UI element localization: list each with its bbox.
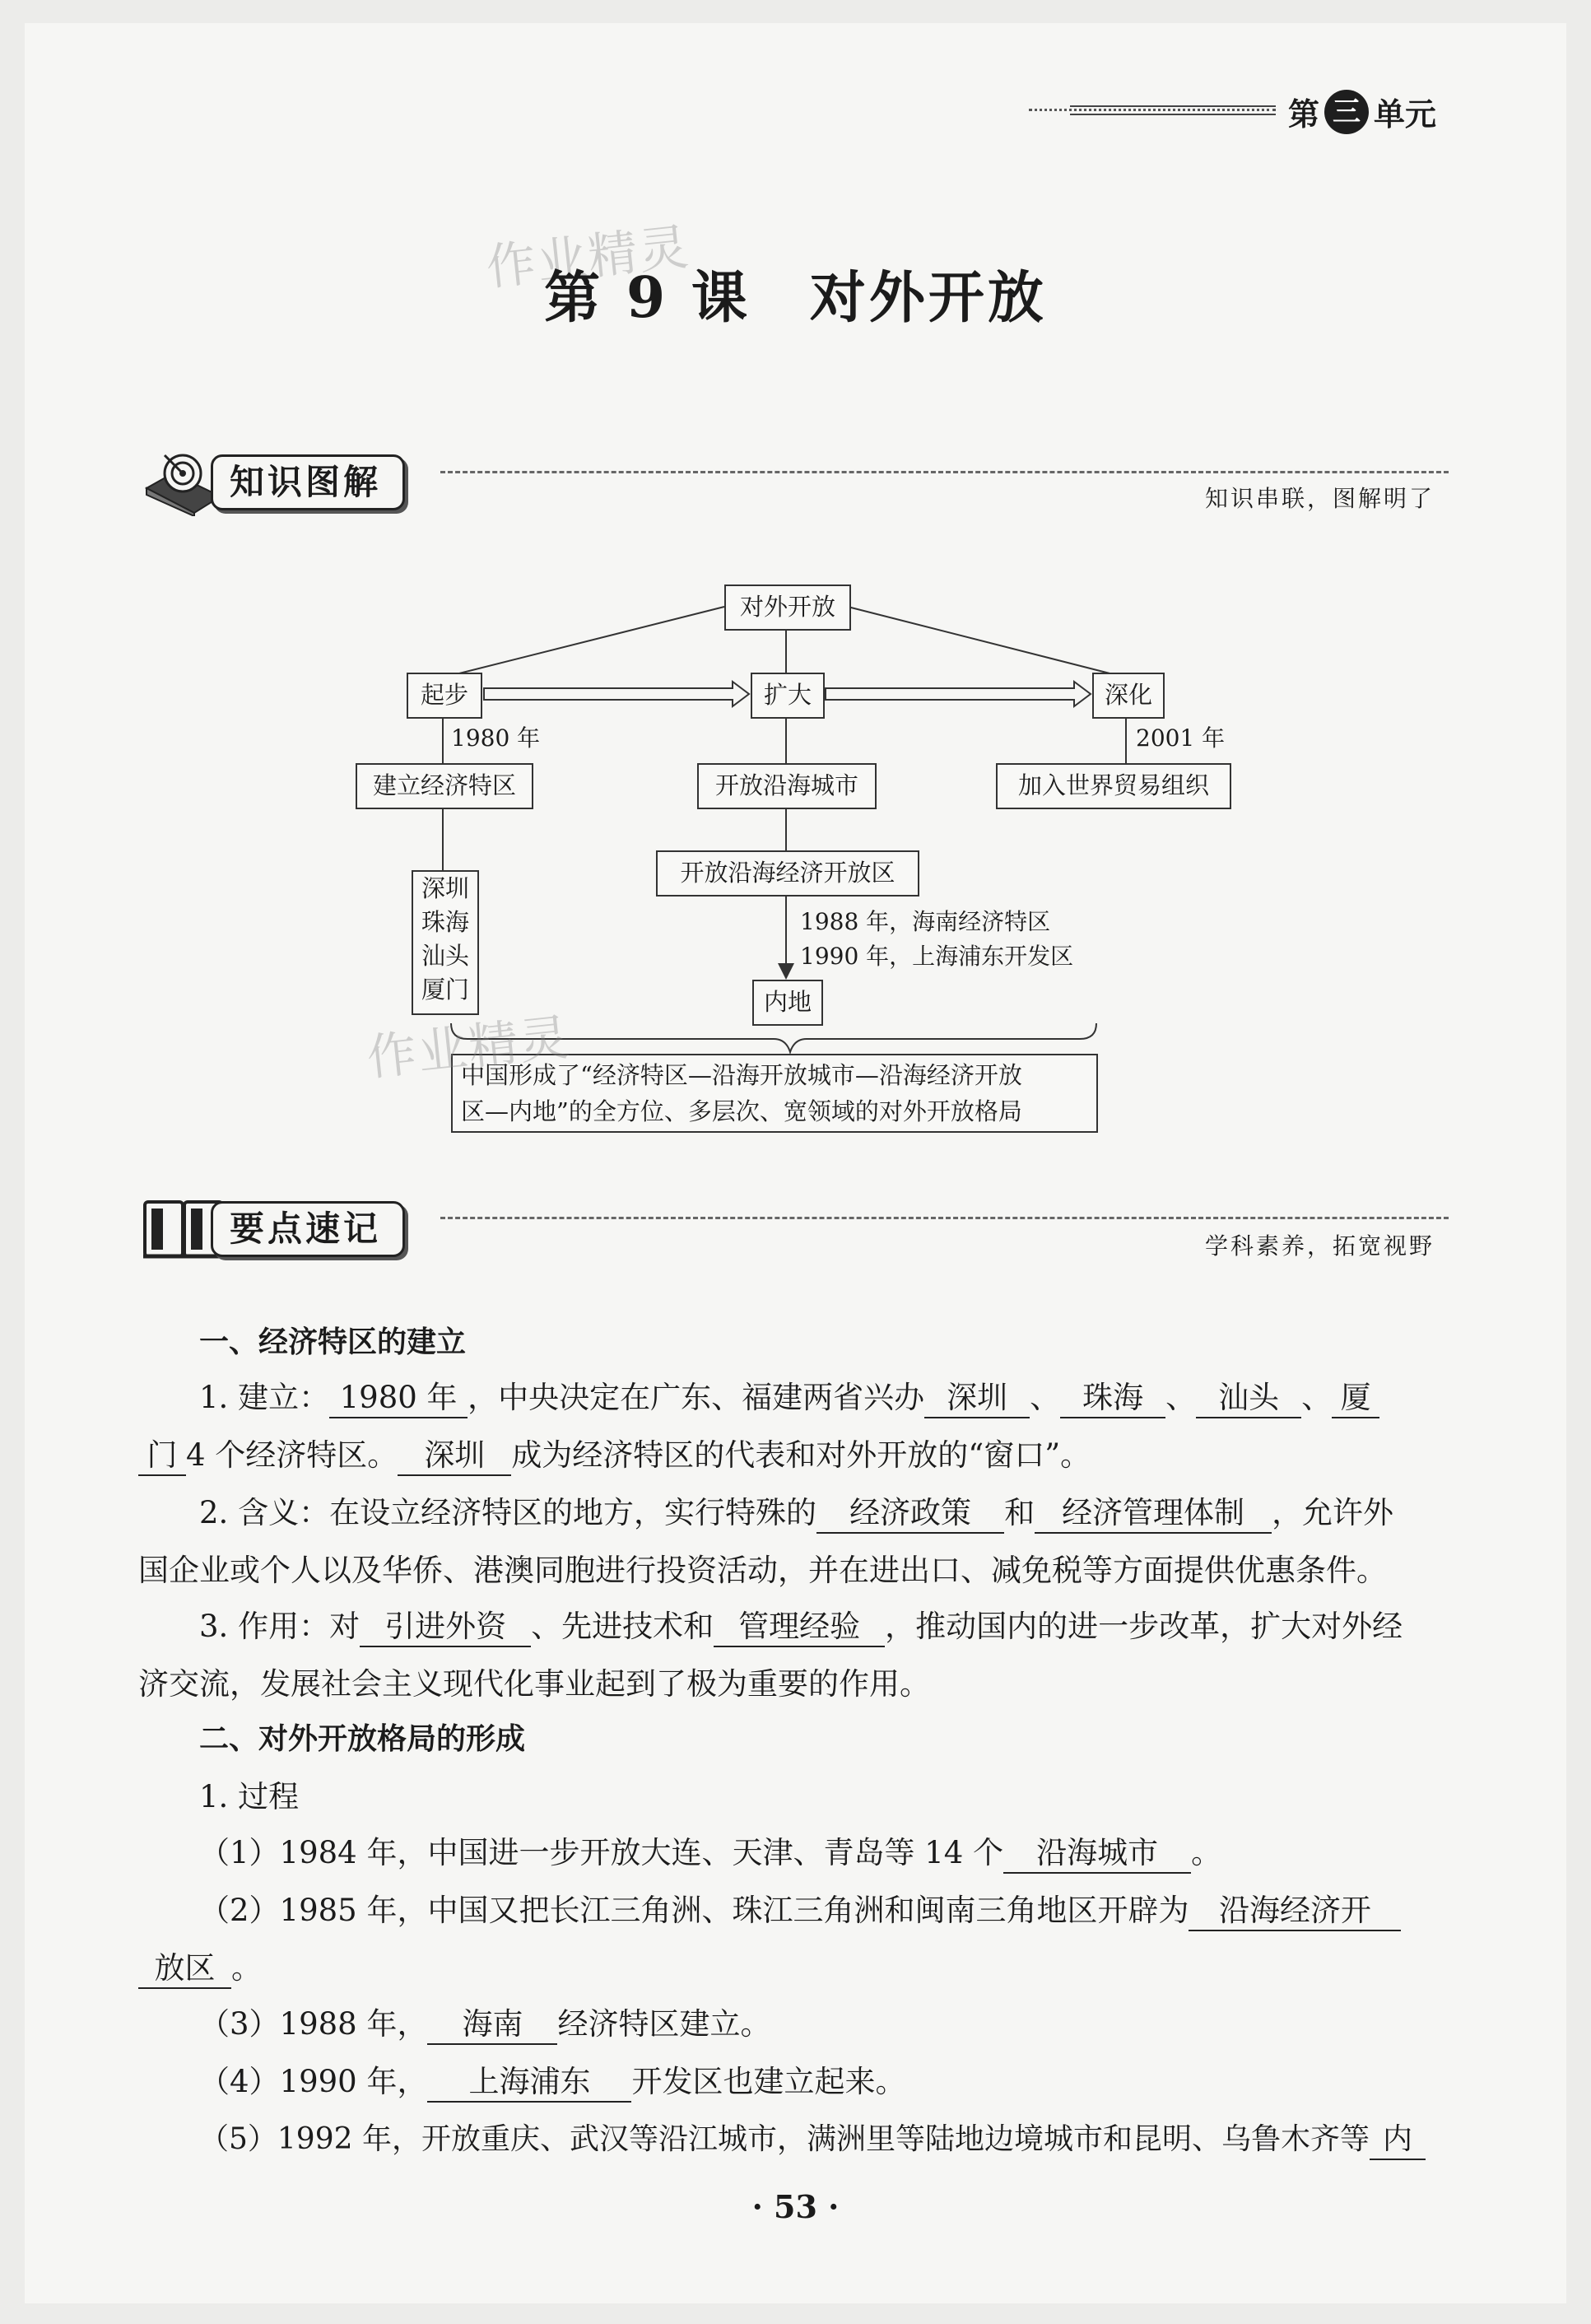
text: 和 <box>1004 1495 1035 1530</box>
answer-blank: 1980 年 <box>329 1379 468 1418</box>
para-1990 <box>199 2063 1516 2103</box>
diagram-box-coastal-zones: 开放沿海经济开放区 <box>656 850 919 897</box>
answer-blank: 经济政策 <box>816 1494 1004 1534</box>
diagram-box-inland: 内地 <box>752 980 823 1026</box>
section-label: 要点速记 <box>211 1201 405 1257</box>
diagram-city: 深圳 <box>421 874 469 902</box>
para-1988 <box>199 2005 1516 2045</box>
diagram-year-1980: 1980 年 <box>451 724 541 752</box>
watermark: 作业精灵 <box>483 218 693 297</box>
diagram-box-coastal-cities: 开放沿海城市 <box>697 763 877 809</box>
answer-blank: 放区 <box>138 1949 231 1989</box>
section-label: 知识图解 <box>211 454 405 510</box>
para-1992 <box>199 2121 1516 2160</box>
watermark: 作业精灵 <box>364 1008 574 1087</box>
diagram-year-2001: 2001 年 <box>1136 724 1226 752</box>
answer-blank: 沿海城市 <box>1003 1834 1191 1874</box>
heading-pattern: 二、对外开放格局的形成 <box>199 1722 526 1756</box>
text: 2. 含义：在设立经济特区的地方，实行特殊的 <box>199 1495 817 1530</box>
text: （2）1985 年，中国又把长江三角洲、珠江三角洲和闽南三角地区开辟为 <box>199 1893 1189 1928</box>
text: （4）1990 年， <box>199 2064 428 2099</box>
text: （3）1988 年， <box>199 2006 428 2042</box>
answer-blank: 深圳 <box>398 1437 511 1476</box>
text: 经济特区建立。 <box>557 2006 771 2042</box>
text: 、先进技术和 <box>531 1609 714 1644</box>
diagram-summary-line: 区—内地”的全方位、多层次、宽领域的对外开放格局 <box>461 1097 1022 1125</box>
diagram-note-1988: 1988 年，海南经济特区 <box>800 908 1051 935</box>
diagram-city: 珠海 <box>421 908 469 936</box>
page-title: 第 9 课 对外开放 <box>544 265 1047 331</box>
answer-blank: 海南 <box>427 2005 557 2045</box>
diagram-city: 厦门 <box>421 976 469 1004</box>
text: 成为经济特区的代表和对外开放的“窗口”。 <box>511 1437 1091 1473</box>
para-1985-cont <box>138 1949 1455 1989</box>
text: ，允许外 <box>1272 1495 1394 1530</box>
answer-blank: 沿海经济开 <box>1189 1892 1401 1931</box>
answer-blank: 厦 <box>1332 1379 1379 1418</box>
para-meaning <box>199 1494 1516 1534</box>
para-1984 <box>199 1834 1516 1874</box>
answer-blank: 引进外资 <box>360 1608 531 1647</box>
text: 。 <box>231 1950 262 1986</box>
diagram-stage-deepen: 深化 <box>1092 673 1165 719</box>
text: 、 <box>1301 1380 1333 1415</box>
section-banner-keypoints <box>140 1195 405 1263</box>
answer-blank: 管理经验 <box>714 1608 885 1647</box>
text: 开发区也建立起来。 <box>631 2064 906 2099</box>
para-process: 1. 过程 <box>199 1779 300 1814</box>
text: （1）1984 年，中国进一步开放大连、天津、青岛等 14 个 <box>199 1835 1004 1870</box>
diagram-summary-line: 中国形成了“经济特区—沿海开放城市—沿海经济开放 <box>461 1061 1022 1089</box>
para-1985 <box>199 1892 1516 1931</box>
diagram-box-wto: 加入世界贸易组织 <box>996 763 1231 809</box>
text: （5）1992 年，开放重庆、武汉等沿江城市，满洲里等陆地边境城市和昆明、乌鲁木齐等 <box>199 2122 1370 2156</box>
para-role <box>199 1608 1516 1647</box>
heading-sez: 一、经济特区的建立 <box>199 1325 467 1359</box>
text: 、 <box>1030 1380 1061 1415</box>
text: 1. 建立： <box>199 1380 330 1415</box>
para-meaning-cont: 国企业或个人以及华侨、港澳同胞进行投资活动，并在进出口、减免税等方面提供优惠条件。 <box>138 1553 1387 1588</box>
diagram-box-cities <box>412 870 479 1015</box>
answer-blank: 上海浦东 <box>427 2063 631 2103</box>
diagram-box-sez: 建立经济特区 <box>356 763 533 809</box>
answer-blank: 珠海 <box>1060 1379 1165 1418</box>
answer-blank: 汕头 <box>1196 1379 1301 1418</box>
text: 、 <box>1165 1380 1197 1415</box>
diagram-city: 汕头 <box>421 942 469 970</box>
answer-blank: 内 <box>1370 2121 1426 2160</box>
diagram-stage-start: 起步 <box>407 673 482 719</box>
section-subtitle: 学科素养，拓宽视野 <box>1204 1232 1435 1260</box>
section-subtitle: 知识串联，图解明了 <box>1204 485 1435 512</box>
text: ，推动国内的进一步改革，扩大对外经 <box>885 1609 1403 1644</box>
page-number: · 53 · <box>751 2188 840 2225</box>
diagram-note-1990: 1990 年，上海浦东开发区 <box>800 943 1074 970</box>
text: ，中央决定在广东、福建两省兴办 <box>468 1380 925 1415</box>
diagram-root-box: 对外开放 <box>724 584 851 631</box>
unit-number-badge: 三 <box>1324 90 1369 134</box>
section-divider <box>440 1217 1449 1219</box>
para-role-cont: 济交流，发展社会主义现代化事业起到了极为重要的作用。 <box>138 1666 930 1702</box>
para-establish <box>199 1379 1516 1418</box>
text: 4 个经济特区。 <box>186 1437 398 1473</box>
unit-suffix: 单元 <box>1374 96 1437 133</box>
text: 3. 作用：对 <box>199 1609 361 1644</box>
diagram-stage-expand: 扩大 <box>751 673 825 719</box>
answer-blank: 经济管理体制 <box>1035 1494 1272 1534</box>
para-establish-cont <box>138 1437 1455 1476</box>
answer-blank: 深圳 <box>924 1379 1030 1418</box>
answer-blank: 门 <box>138 1437 186 1476</box>
text: 。 <box>1191 1835 1222 1870</box>
unit-prefix: 第 <box>1288 96 1320 133</box>
